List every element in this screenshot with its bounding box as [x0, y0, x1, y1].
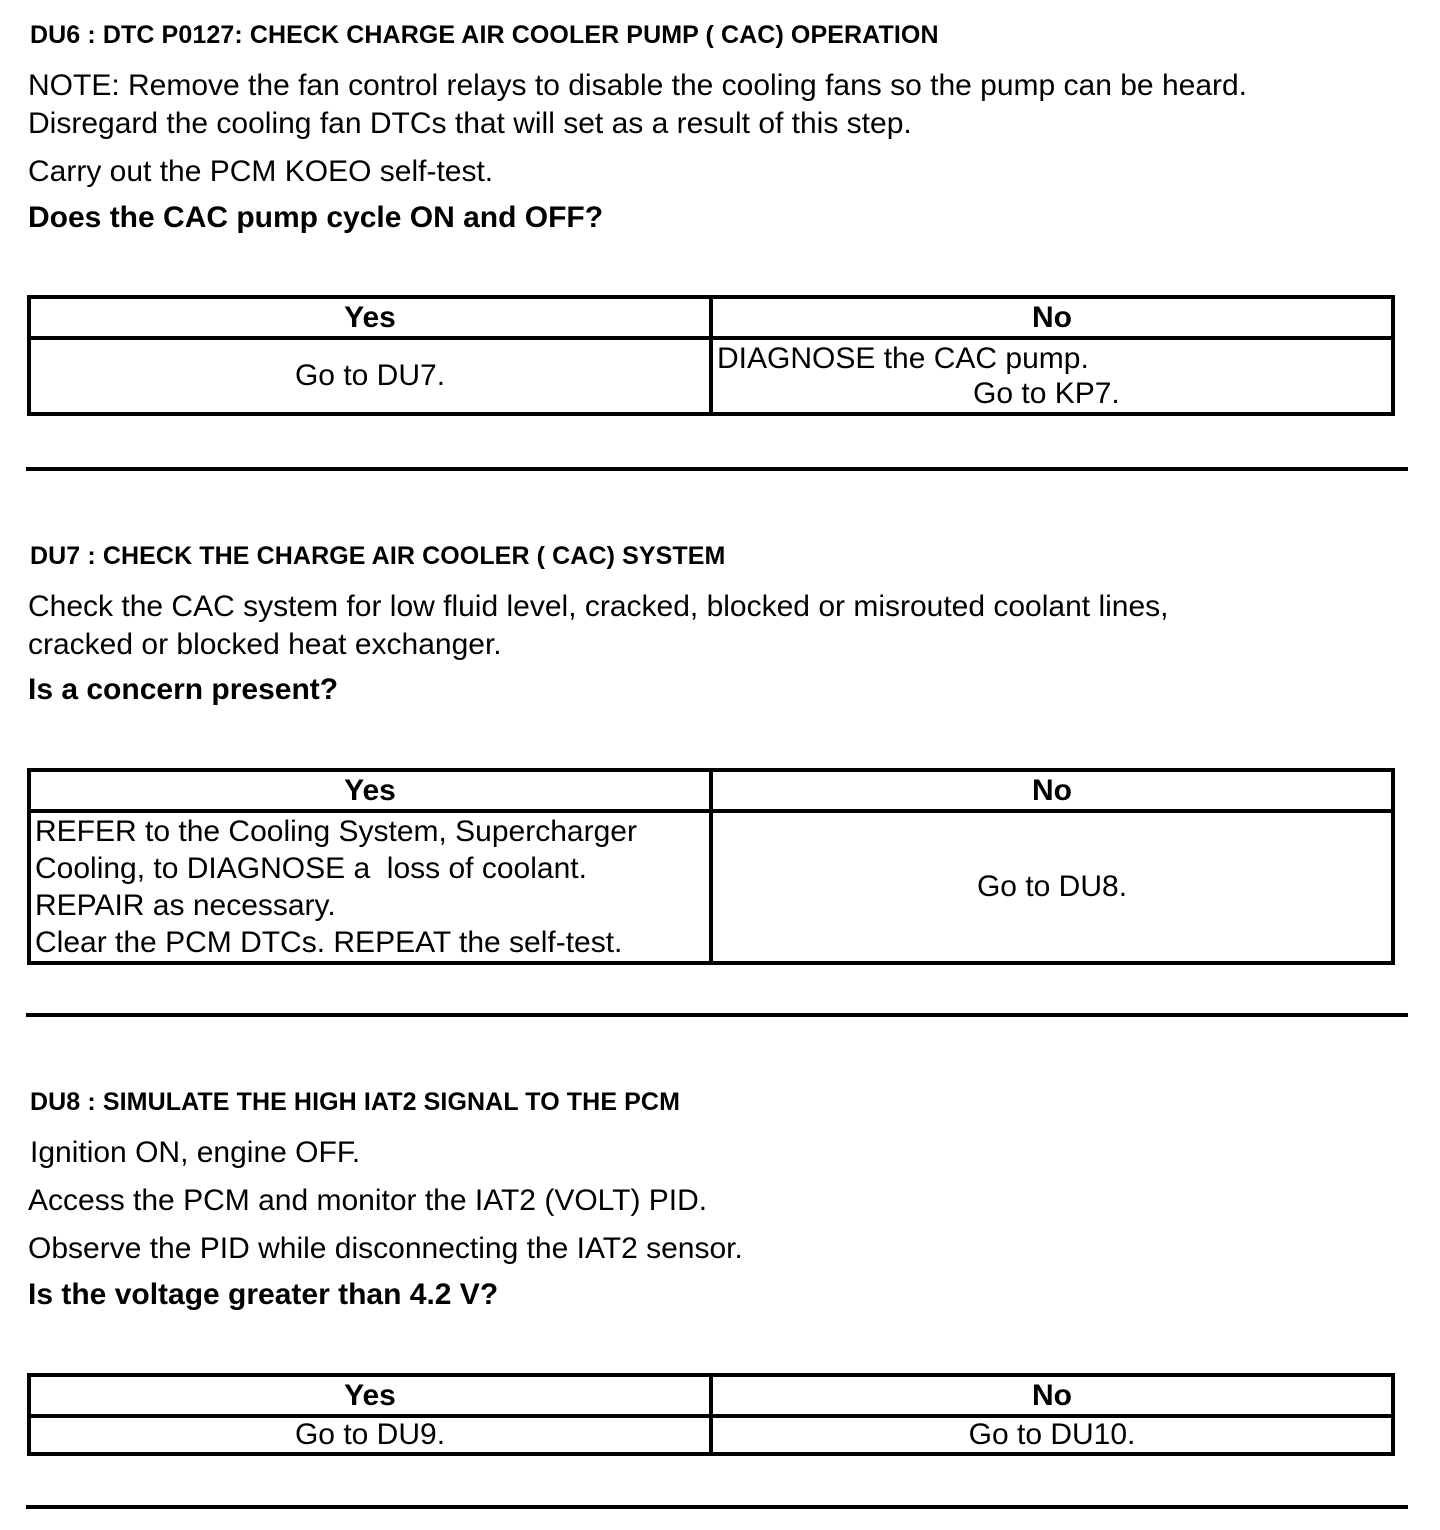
du6-question: Does the CAC pump cycle ON and OFF?	[28, 201, 604, 234]
du8-yes-cell	[29, 1416, 711, 1454]
du7-question: Is a concern present?	[28, 673, 339, 706]
du7-no-cell	[711, 811, 1393, 963]
du6-yes-header: Yes	[29, 297, 711, 338]
du8-question: Is the voltage greater than 4.2 V?	[28, 1278, 499, 1311]
section-divider	[26, 1505, 1408, 1509]
du6-note-line-2: Disregard the cooling fan DTCs that will set as a result of this step.	[28, 107, 912, 140]
du8-step-3: Observe the PID while disconnecting the IAT2 sensor.	[28, 1232, 743, 1265]
du7-heading: DU7 : CHECK THE CHARGE AIR COOLER ( CAC) SYSTEM	[30, 542, 726, 570]
section-divider	[26, 467, 1408, 471]
du7-body-line-2: cracked or blocked heat exchanger.	[28, 628, 502, 661]
du6-yes-cell	[29, 338, 711, 414]
du6-result-table	[27, 295, 1395, 416]
du8-no-header: No	[711, 1375, 1393, 1416]
du8-no-cell	[711, 1416, 1393, 1454]
du6-no-header: No	[711, 297, 1393, 338]
du8-no-text: Go to DU10.	[968, 1418, 1136, 1451]
du8-yes-header: Yes	[29, 1375, 711, 1416]
du6-yes-text: Go to DU7.	[294, 359, 446, 392]
du6-no-line-1: DIAGNOSE the CAC pump.	[717, 342, 1089, 375]
du6-note-line-1: NOTE: Remove the fan control relays to disable the cooling fans so the pump can be heard.	[28, 69, 1248, 102]
du7-yes-line-2: Cooling, to DIAGNOSE a loss of coolant.	[35, 852, 587, 885]
du7-yes-cell	[29, 811, 711, 963]
section-divider	[26, 1013, 1408, 1017]
du7-no-text: Go to DU8.	[976, 870, 1128, 903]
du7-body-line-1: Check the CAC system for low fluid level, cracked, blocked or misrouted coolant lines,	[28, 590, 1169, 623]
du6-no-cell	[711, 338, 1393, 414]
du6-step: Carry out the PCM KOEO self-test.	[28, 155, 494, 188]
du8-step-2: Access the PCM and monitor the IAT2 (VOLT) PID.	[28, 1184, 708, 1217]
du8-result-table	[27, 1373, 1395, 1456]
du7-yes-header: Yes	[29, 770, 711, 811]
du7-no-header: No	[711, 770, 1393, 811]
du8-step-1: Ignition ON, engine OFF.	[30, 1136, 361, 1169]
du7-result-table	[27, 768, 1395, 965]
du7-yes-line-4: Clear the PCM DTCs. REPEAT the self-test.	[35, 926, 623, 959]
du7-yes-line-3: REPAIR as necessary.	[35, 889, 336, 922]
du8-yes-text: Go to DU9.	[294, 1418, 446, 1451]
du7-yes-line-1: REFER to the Cooling System, Supercharger	[35, 815, 637, 848]
du6-no-line-2: Go to KP7.	[973, 377, 1120, 410]
du6-heading: DU6 : DTC P0127: CHECK CHARGE AIR COOLER PUMP ( CAC) OPERATION	[30, 21, 939, 49]
du8-heading: DU8 : SIMULATE THE HIGH IAT2 SIGNAL TO THE PCM	[30, 1088, 680, 1116]
